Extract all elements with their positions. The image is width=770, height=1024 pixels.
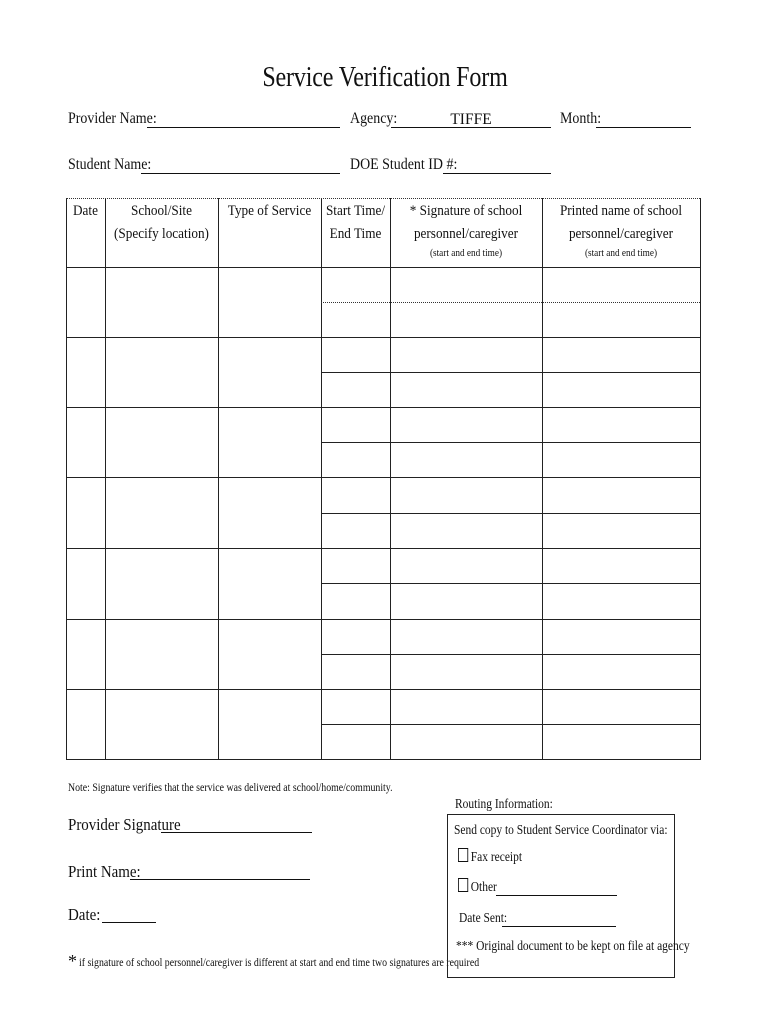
month-label: Month:: [560, 110, 602, 127]
student-name-label: Student Name:: [68, 156, 152, 173]
print-name-field[interactable]: [130, 864, 310, 880]
original-document-note: *** Original document to be kept on file at agency: [456, 938, 690, 953]
other-field[interactable]: [496, 880, 617, 896]
header-printed-line2: personnel/caregiver: [568, 226, 674, 242]
header-signature-line1: * Signature of school: [409, 203, 523, 219]
doe-id-label: DOE Student ID #:: [350, 156, 458, 173]
date-sent-label: Date Sent:: [459, 910, 508, 925]
header-printed-line1: Printed name of school: [559, 203, 683, 219]
header-type-of-service: Type of Service: [227, 203, 312, 219]
fax-checkbox[interactable]: [458, 848, 468, 862]
header-time-line2: End Time: [329, 226, 382, 242]
routing-send-copy: Send copy to Student Service Coordinator via:: [454, 822, 668, 837]
fax-receipt-option[interactable]: [458, 848, 522, 865]
other-label: Other: [470, 879, 497, 894]
footnote-text: if signature of school personnel/caregiver is different at start and end time two signatures are required: [79, 955, 480, 969]
provider-signature-field[interactable]: [161, 817, 312, 833]
other-option[interactable]: [458, 878, 497, 895]
header-signature-note: (start and end time): [429, 248, 503, 259]
agency-label: Agency:: [350, 110, 398, 127]
date-label: Date:: [68, 905, 101, 924]
fax-label: Fax receipt: [470, 849, 523, 864]
form-title: Service Verification Form: [262, 62, 508, 93]
footnote-star: *: [68, 951, 77, 971]
note-text: Note: Signature verifies that the service was delivered at school/home/community.: [68, 780, 393, 794]
header-date: Date: [73, 203, 98, 219]
routing-title: Routing Information:: [455, 796, 553, 811]
provider-name-label: Provider Name:: [68, 110, 157, 127]
header-school-line2: (Specify location): [114, 226, 209, 242]
header-signature-line2: personnel/caregiver: [413, 226, 519, 242]
agency-field[interactable]: TIFFE: [391, 112, 551, 128]
header-printed-note: (start and end time): [584, 248, 658, 259]
print-name-label: Print Name:: [68, 862, 141, 881]
provider-signature-label: Provider Signature: [68, 815, 181, 834]
other-checkbox[interactable]: [458, 878, 468, 892]
date-field[interactable]: [102, 907, 156, 923]
header-school-line1: School/Site: [131, 203, 192, 219]
date-sent-field[interactable]: [502, 911, 616, 927]
header-time-line1: Start Time/: [325, 203, 386, 219]
